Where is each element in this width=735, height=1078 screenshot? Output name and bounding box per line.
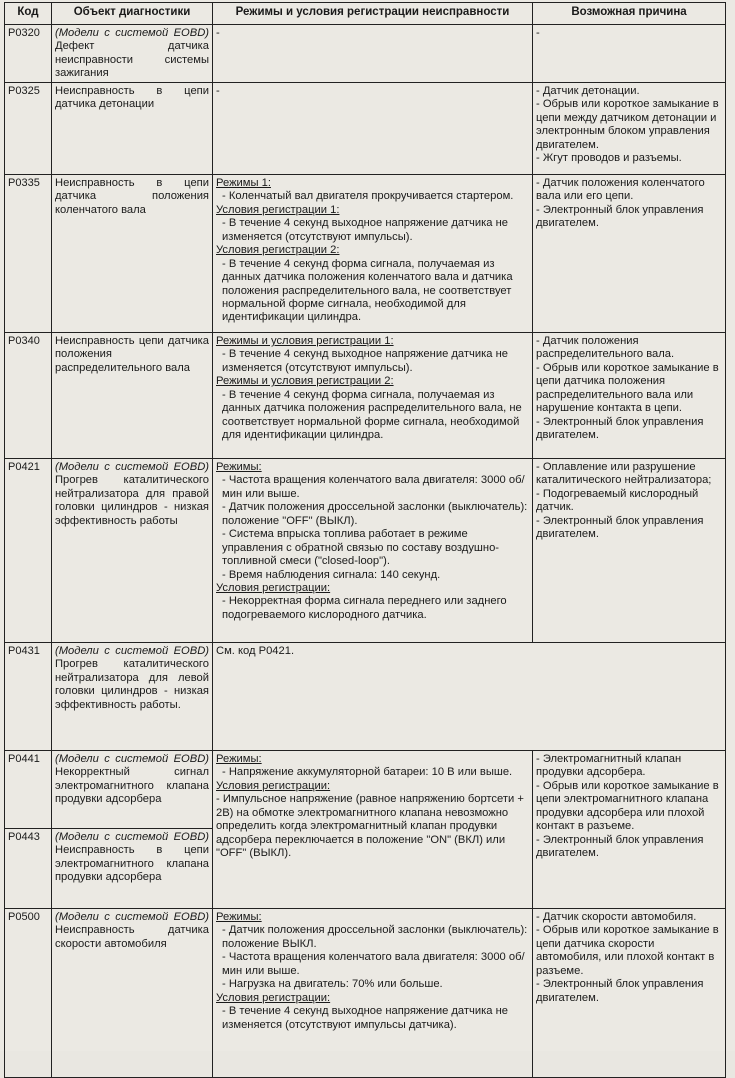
cause-item: - Датчик положения распределительного вала.	[536, 335, 675, 361]
cause-item: - Подогреваемый кислородный датчик.	[536, 487, 699, 514]
object-model-note: (Модели с системой EOBD)	[55, 753, 209, 765]
object-model-note: (Модели с системой EOBD)	[55, 645, 209, 657]
conditions-cell	[213, 333, 533, 459]
conditions-heading: Условия регистрации:	[216, 991, 331, 1004]
header-cause: Возможная причина	[533, 3, 726, 25]
code-cell: P0441	[5, 751, 52, 829]
cause-item: - Обрыв или короткое замыкание в цепи электромагнитного клапана продувки адсорбера или плохой контакт в разъеме.	[536, 779, 719, 833]
cause-item: - Электронный блок управления двигателем.	[536, 514, 704, 541]
table-row	[5, 175, 726, 333]
table-row	[5, 459, 726, 643]
code-cell: P0325	[5, 83, 52, 175]
cause-cell	[533, 333, 726, 459]
cause-item: - Электронный блок управления двигателем.	[536, 833, 704, 860]
conditions-item: - Нагрузка на двигатель: 70% или больше.	[222, 978, 443, 991]
code-cell: P0335	[5, 175, 52, 333]
object-text: Прогрев каталитического нейтрализатора для правой головки цилиндров - низкая эффективность работы	[55, 474, 209, 527]
code-cell: P0500	[5, 909, 52, 1078]
table-row	[5, 751, 726, 829]
conditions-item: -	[216, 85, 220, 97]
object-text: Дефект датчика неисправности системы зажигания	[55, 40, 209, 80]
conditions-cell	[213, 751, 533, 909]
conditions-heading: Режимы:	[216, 461, 262, 473]
cause-item: -	[536, 27, 540, 39]
object-cell	[52, 909, 213, 1078]
cause-cell	[533, 25, 726, 83]
conditions-item: - В течение 4 секунд выходное напряжение датчика не изменяется (отсутствуют импульсы).	[222, 217, 508, 243]
conditions-item: - В течение 4 секунд форма сигнала, получаемая из данных датчика положения коленчатого вала и датчика положения распределительного вала, не соответствует нормальной форме сигнала, необходимой для идентификации цилиндра.	[222, 257, 513, 324]
cause-cell	[533, 751, 726, 909]
conditions-cell	[213, 83, 533, 175]
code-cell: P0431	[5, 643, 52, 751]
conditions-item: - Коленчатый вал двигателя прокручивается стартером.	[222, 190, 514, 203]
object-cell	[52, 83, 213, 175]
cause-item: - Обрыв или короткое замыкание в цепи датчика скорости автомобиля, или плохой контакт в разъеме.	[536, 924, 719, 977]
header-code: Код	[5, 3, 52, 25]
conditions-item: - В течение 4 секунд форма сигнала, получаемая из данных датчика положения распределительного вала, не соответствует нормальной форме сигнала, необходимой для идентификации цилиндра.	[222, 388, 522, 442]
header-conditions: Режимы и условия регистрации неисправности	[213, 3, 533, 25]
conditions-item: -	[216, 27, 220, 39]
object-cell	[52, 25, 213, 83]
conditions-item: - Частота вращения коленчатого вала двигателя: 3000 об/мин или выше.	[222, 474, 525, 500]
conditions-heading: Условия регистрации:	[216, 581, 331, 594]
cause-item: - Оплавление или разрушение каталитического нейтрализатора;	[536, 461, 712, 487]
conditions-heading: Условия регистрации:	[216, 779, 331, 792]
conditions-heading: Режимы:	[216, 753, 262, 765]
object-text: Некорректный сигнал электромагнитного клапана продувки адсорбера	[55, 766, 209, 806]
conditions-item: - Датчик положения дроссельной заслонки (выключатель): положение "OFF" (ВЫКЛ).	[222, 501, 528, 527]
conditions-item: - Частота вращения коленчатого вала двигателя: 3000 об/мин или выше.	[222, 951, 525, 977]
code-cell: P0421	[5, 459, 52, 643]
cause-item: - Электронный блок управления двигателем.	[536, 203, 704, 230]
header-object: Объект диагностики	[52, 3, 213, 25]
conditions-heading: Режимы и условия регистрации 2:	[216, 375, 394, 388]
object-model-note: (Модели с системой EOBD)	[55, 27, 209, 39]
conditions-item: - Напряжение аккумуляторной батареи: 10 В или выше.	[222, 766, 513, 779]
cause-item: - Электронный блок управления двигателем.	[536, 978, 704, 1004]
object-cell	[52, 751, 213, 829]
code-cell: P0320	[5, 25, 52, 83]
conditions-heading: Условия регистрации 1:	[216, 203, 340, 216]
conditions-cell	[213, 25, 533, 83]
cause-cell	[533, 175, 726, 333]
cause-cell	[533, 459, 726, 643]
conditions-item: - Время наблюдения сигнала: 140 секунд.	[222, 568, 441, 581]
conditions-cell	[213, 175, 533, 333]
diagnostic-table	[4, 2, 726, 1078]
conditions-heading: Режимы:	[216, 911, 262, 923]
object-cell	[52, 829, 213, 909]
cause-cell	[533, 909, 726, 1078]
object-text: Неисправность цепи датчика положения распределительного вала	[55, 335, 209, 374]
table-header-row	[5, 3, 726, 25]
cause-item: - Обрыв или короткое замыкание в цепи датчика положения распределительного вала или нарушение контакта в цепи.	[536, 361, 719, 415]
conditions-item: - Некорректная форма сигнала переднего или заднего подогреваемого кислородного датчика.	[222, 595, 507, 621]
table-row	[5, 333, 726, 459]
object-model-note: (Модели с системой EOBD)	[55, 461, 209, 473]
object-text: Неисправность в цепи электромагнитного клапана продувки адсорбера	[55, 844, 209, 884]
conditions-heading: Режимы и условия регистрации 1:	[216, 335, 394, 347]
table-row	[5, 25, 726, 83]
cause-item: - Электронный блок управления двигателем.	[536, 415, 704, 442]
table-row	[5, 909, 726, 1078]
conditions-item: - Импульсное напряжение (равное напряжению бортсети + 2В) на обмотке электромагнитного клапана невозможно определить когда электромагнитный клапан продувки адсорбера переключается в положение "ON" (ВКЛ) или "OFF" (ВЫКЛ).	[216, 793, 524, 860]
cause-item: - Датчик положения коленчатого вала или его цепи.	[536, 177, 705, 203]
conditions-cell	[213, 909, 533, 1078]
object-cell	[52, 459, 213, 643]
object-cell	[52, 175, 213, 333]
conditions-heading: Условия регистрации 2:	[216, 244, 340, 257]
conditions-item: - В течение 4 секунд выходное напряжение датчика не изменяется (отсутствуют импульсы датчика).	[222, 1005, 508, 1031]
cause-item: - Электромагнитный клапан продувки адсорбера.	[536, 753, 682, 779]
cause-item: - Датчик детонации.	[536, 85, 640, 97]
conditions-item: - Датчик положения дроссельной заслонки (выключатель): положение ВЫКЛ.	[222, 924, 528, 950]
object-text: Неисправность в цепи датчика детонации	[55, 85, 209, 111]
cause-item: - Обрыв или короткое замыкание в цепи между датчиком детонации и электронным блоком управления двигателем.	[536, 98, 719, 151]
code-cell: P0443	[5, 829, 52, 909]
object-model-note: (Модели с системой EOBD)	[55, 911, 209, 923]
table-row	[5, 83, 726, 175]
object-model-note: (Модели с системой EOBD)	[55, 831, 209, 843]
code-cell: P0340	[5, 333, 52, 459]
object-text: Неисправность в цепи датчика положения коленчатого вала	[55, 177, 209, 216]
conditions-item: - Система впрыска топлива работает в режиме управления с обратной связью по составу воздушно-топливной смеси ("closed-loop").	[222, 528, 500, 568]
object-text: Неисправность датчика скорости автомобиля	[55, 924, 209, 950]
object-cell	[52, 643, 213, 751]
table-row	[5, 643, 726, 751]
object-text: Прогрев каталитического нейтрализатора для левой головки цилиндров - низкая эффективность работы.	[55, 658, 209, 711]
object-cell	[52, 333, 213, 459]
conditions-item: - В течение 4 секунд выходное напряжение датчика не изменяется (отсутствуют импульсы).	[222, 348, 508, 374]
conditions-heading: Режимы 1:	[216, 177, 271, 189]
cause-item: - Жгут проводов и разъемы.	[536, 152, 682, 165]
cause-item: - Датчик скорости автомобиля.	[536, 911, 697, 923]
conditions-cell	[213, 459, 533, 643]
see-also-cell: См. код P0421.	[213, 643, 726, 751]
cause-cell	[533, 83, 726, 175]
